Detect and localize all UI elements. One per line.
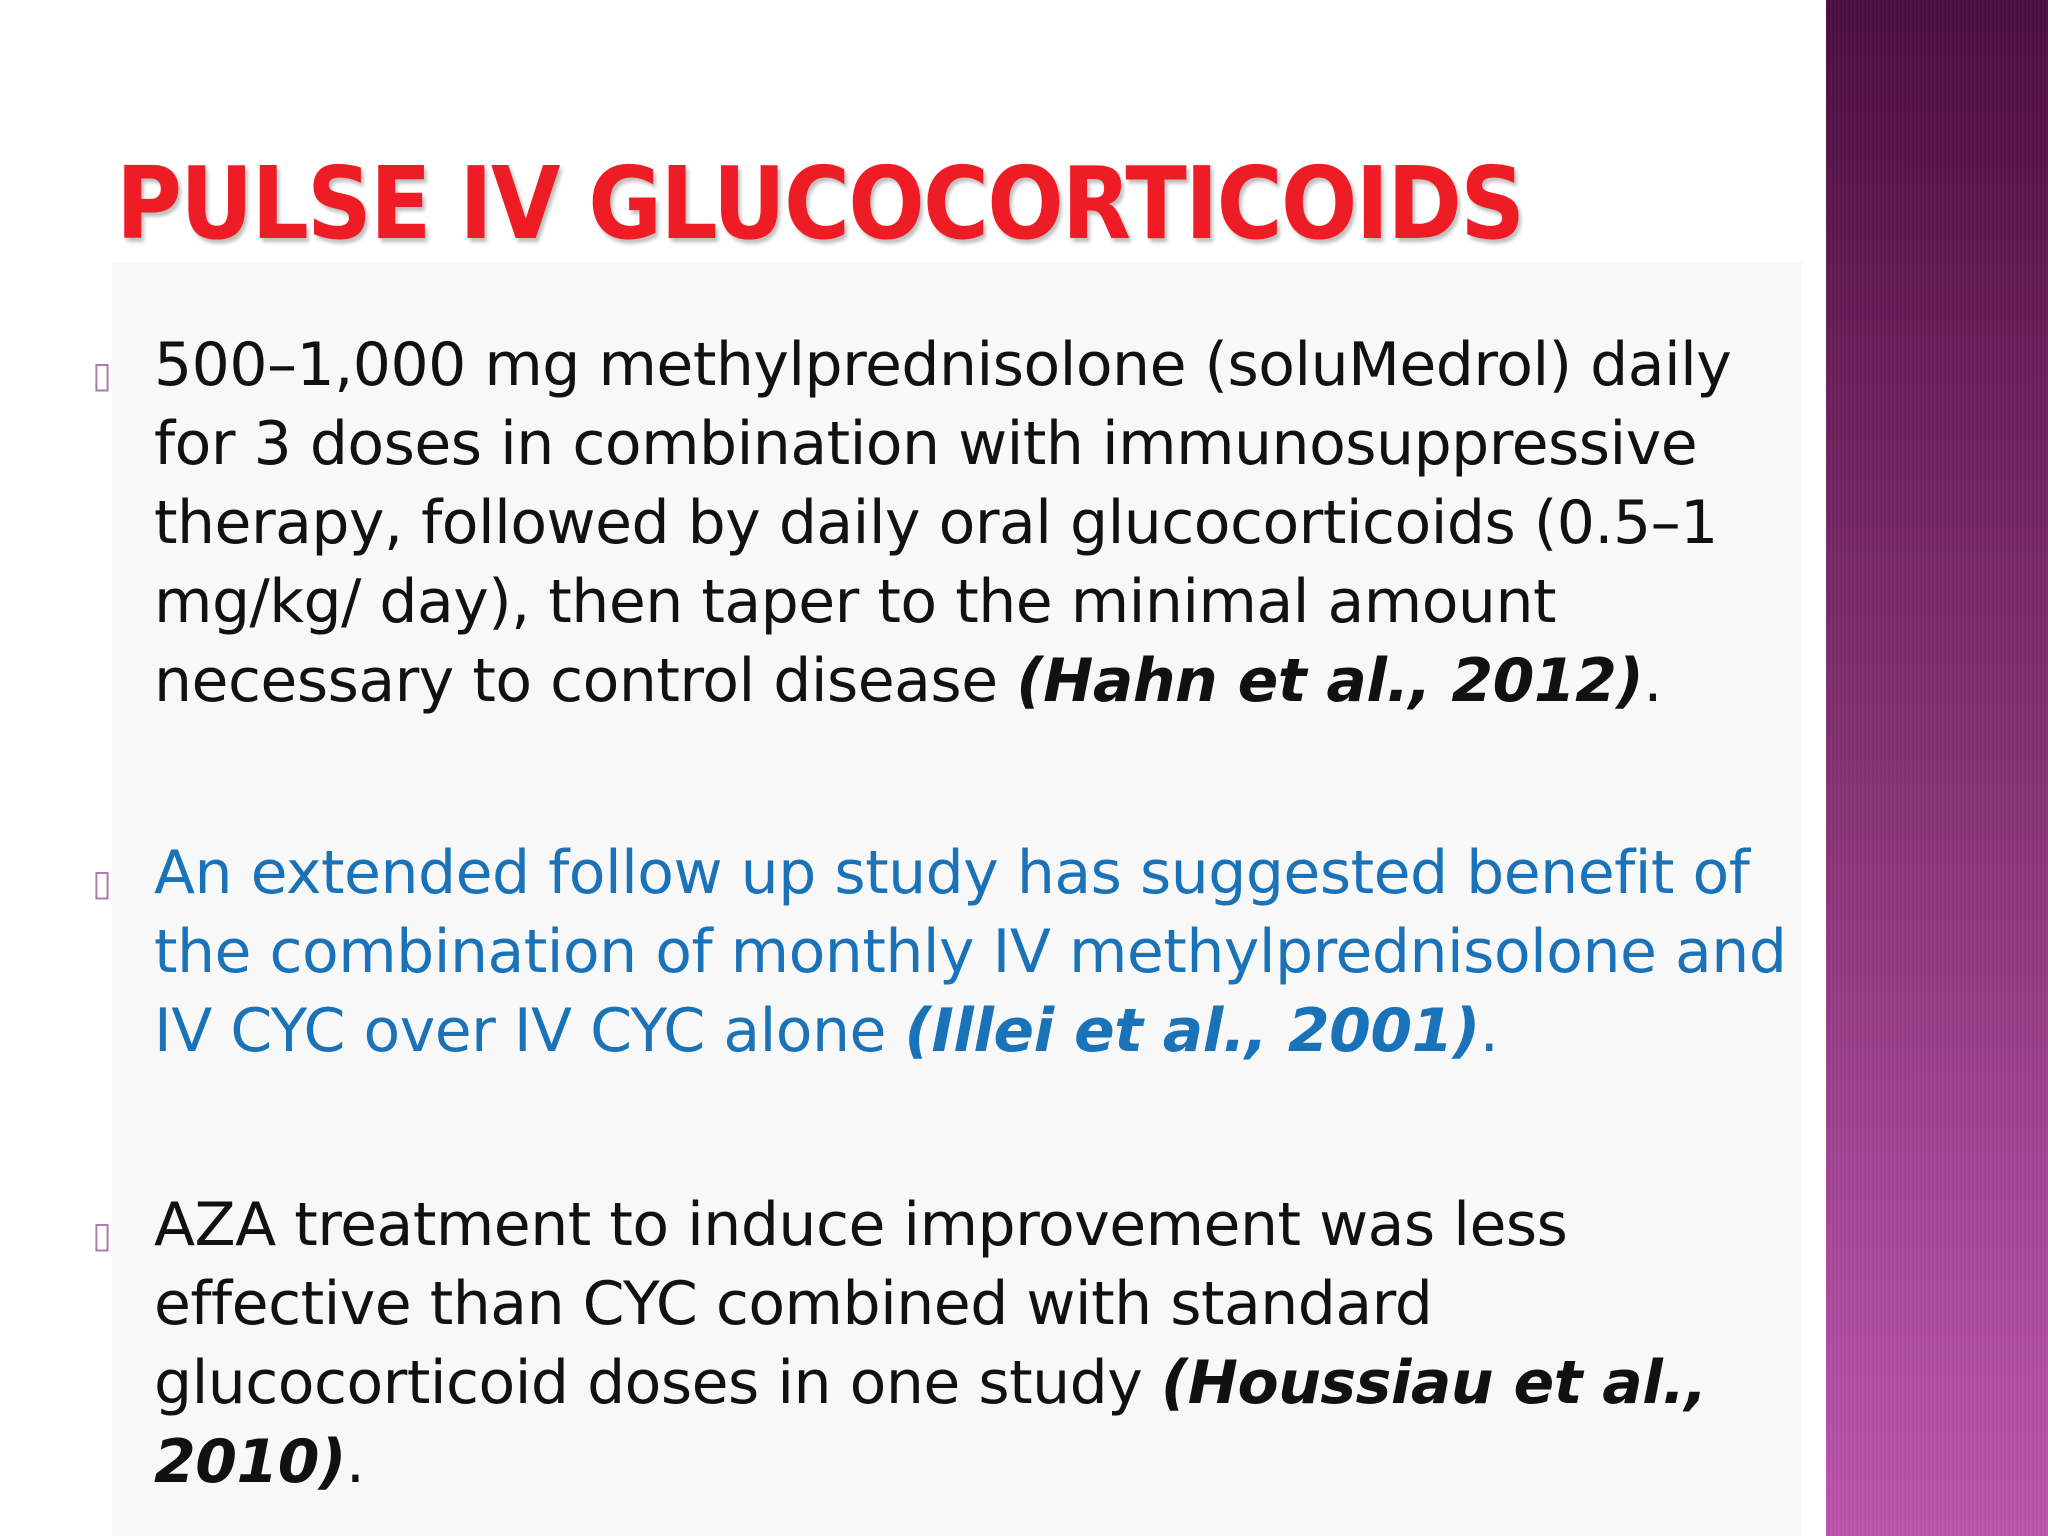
bullet-text-1 xyxy=(154,326,1794,721)
citation-hahn-2012: (Hahn et al., 2012) xyxy=(1016,646,1644,716)
citation-houssiau-2010: (Houssiau et al., 2010) xyxy=(154,1348,1707,1497)
bullet-text-3 xyxy=(154,1186,1794,1502)
bullet-end-1: . xyxy=(1643,646,1662,716)
bullet-marker-2: ▯ xyxy=(92,863,112,904)
slide-title: PULSE IV GLUCOCORTICOIDS xyxy=(116,145,1524,262)
citation-illei-2001: (Illei et al., 2001) xyxy=(904,996,1480,1066)
bullet-body-1: 500–1,000 mg methylprednisolone (soluMedrol) daily for 3 doses in combination with immunosuppressive therapy, followed by daily oral glucocorticoids (0.5–1 mg/kg/ day), then taper to the minimal amount necessary to control disease xyxy=(154,330,1732,716)
bullet-marker-3: ▯ xyxy=(92,1215,112,1256)
bullet-body-3: AZA treatment to induce improvement was less effective than CYC combined with standard glucocorticoid doses in one study xyxy=(154,1190,1568,1418)
bullet-end-2: . xyxy=(1479,996,1499,1066)
bullet-marker-1: ▯ xyxy=(92,355,112,396)
bullet-text-2 xyxy=(154,834,1794,1071)
decorative-side-bar xyxy=(1826,0,2048,1536)
bullet-body-2: An extended follow up study has suggested benefit of the combination of monthly IV methylprednisolone and IV CYC over IV CYC alone xyxy=(154,838,1787,1066)
bullet-end-3: . xyxy=(345,1427,365,1497)
